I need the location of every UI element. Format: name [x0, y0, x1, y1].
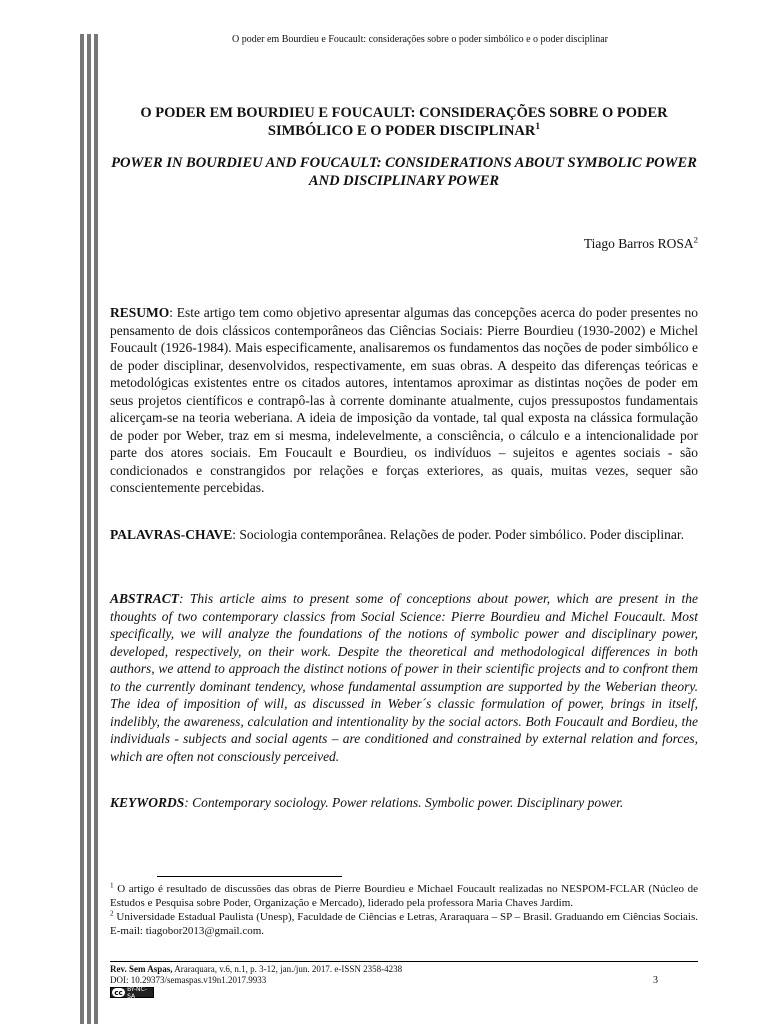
footer-info: Araraquara, v.6, n.1, p. 3-12, jan./jun. 2017. e-ISSN 2358-4238: [172, 964, 403, 974]
palavras-chave-label: PALAVRAS-CHAVE: [110, 527, 233, 542]
footnote-ref-1[interactable]: 1: [535, 122, 541, 133]
footnote-divider: [157, 876, 342, 877]
margin-bar: [87, 34, 91, 1024]
resumo-text: : Este artigo tem como objetivo apresentar algumas das concepções acerca do poder presentes no pensamento de dois clássicos contemporâneos das Ciências Sociais: Pierre Bourdieu (1930-2002) e Michel Foucault (1926-1984). Mais especificamente, analisaremos os fundamentos das noções de poder simbólico e de poder disciplinar, desenvolvidos, respectivamente, em suas obras. A despeito das diferenças teóricas e metodológicas existentes entre os citados autores, intentamos aproximar as distintas noções de poder em seus projetos científicos e contrapô-las à corrente dominante atualmente, cujos pressupostos fundamentais alicerçam-se na teoria weberiana. A ideia de imposição da vontade, tal qual exposta na clássica formulação de poder por Weber, traz em si mesma, indelevelmente, a consciência, o cálculo e a intencionalidade por parte dos atores sociais. Em Foucault e Bourdieu, os indivíduos – sujeitos e agentes sociais - são condicionados e constrangidos por relações e forças exteriores, as quais, muitas vezes, sequer são conscientemente percebidas.: [110, 305, 698, 495]
page-number: 3: [653, 975, 658, 986]
footnote-2-text: Universidade Estadual Paulista (Unesp), Faculdade de Ciências e Letras, Araraquara – SP – Brasil. Graduando em Ciências Sociais. E-mail: tiagobor2013@gmail.com.: [110, 911, 698, 937]
palavras-chave-paragraph: [110, 526, 698, 544]
resumo-paragraph: [110, 304, 698, 497]
resumo-label: RESUMO: [110, 305, 170, 320]
footnote-1-number: 1: [110, 881, 114, 890]
title-pt-text: O PODER EM BOURDIEU E FOUCAULT: CONSIDERAÇÕES SOBRE O PODER SIMBÓLICO E O PODER DISCIPLINAR: [140, 105, 668, 139]
page-footer: [110, 964, 698, 986]
abstract-paragraph: [110, 590, 698, 765]
footer-journal: Rev. Sem Aspas,: [110, 964, 173, 974]
footnote-1-text: O artigo é resultado de discussões das obras de Pierre Bourdieu e Michael Foucault realizadas no NESPOM-FCLAR (Núcleo de Estudos e Pesquisa sobre Poder, Organização e Mercado), liderado pela professora Maria Chaves Jardim.: [110, 883, 698, 909]
title-portuguese: [110, 104, 698, 140]
cc-icon: cc: [112, 988, 125, 997]
palavras-chave-text: : Sociologia contemporânea. Relações de poder. Poder simbólico. Poder disciplinar.: [232, 527, 685, 542]
running-head: O poder em Bourdieu e Foucault: considerações sobre o poder simbólico e o poder disciplinar: [231, 34, 608, 45]
footnotes: [110, 882, 698, 938]
footnote-2: [110, 910, 698, 938]
margin-bar: [80, 34, 84, 1024]
author-name: Tiago Barros ROSA: [583, 236, 694, 251]
cc-license-badge[interactable]: [110, 987, 154, 998]
footnote-ref-2[interactable]: 2: [693, 234, 698, 245]
abstract-text: : This article aims to present some of conceptions about power, which are present in the thoughts of two contemporary classics from Social Science: Pierre Bourdieu and Michel Foucault. Most specifically, we will analyze the foundations of the notions of symbolic power and disciplinary power, developed, respectively, on their work. Despite the theoretical and methodological differences in both authors, we attend to approach the distinct notions of power in their scientific projects and to confront them to the currently dominant tendency, whose fundamental assumption are supported by the Weberian theory. The idea of imposition of will, as discussed in Weber´s classic formulation of power, brings in itself, indelibly, the awareness, calculation and intentionality by the social actors. Both Foucault and Bordieu, the individuals - subjects and social agents – are conditioned and constrained by external relation and forces, which are often not consciously perceived.: [110, 591, 698, 764]
footnote-1: [110, 882, 698, 910]
footer-citation: [110, 964, 698, 975]
footer-divider: [110, 961, 698, 962]
keywords-text: : Contemporary sociology. Power relations. Symbolic power. Disciplinary power.: [184, 795, 624, 810]
decorative-margin-bars: [80, 34, 100, 1024]
keywords-label: KEYWORDS: [110, 795, 185, 810]
footnote-2-number: 2: [110, 909, 114, 918]
author: [584, 236, 698, 252]
title-english: POWER IN BOURDIEU AND FOUCAULT: CONSIDERATIONS ABOUT SYMBOLIC POWER AND DISCIPLINARY POWER: [111, 155, 697, 189]
abstract-label: ABSTRACT: [110, 591, 180, 606]
license-text: BY-NC-SA: [127, 985, 147, 1000]
keywords-paragraph: [110, 794, 698, 812]
margin-bar: [94, 34, 98, 1024]
footer-doi[interactable]: DOI: 10.29373/semaspas.v19n1.2017.9933: [110, 975, 267, 985]
